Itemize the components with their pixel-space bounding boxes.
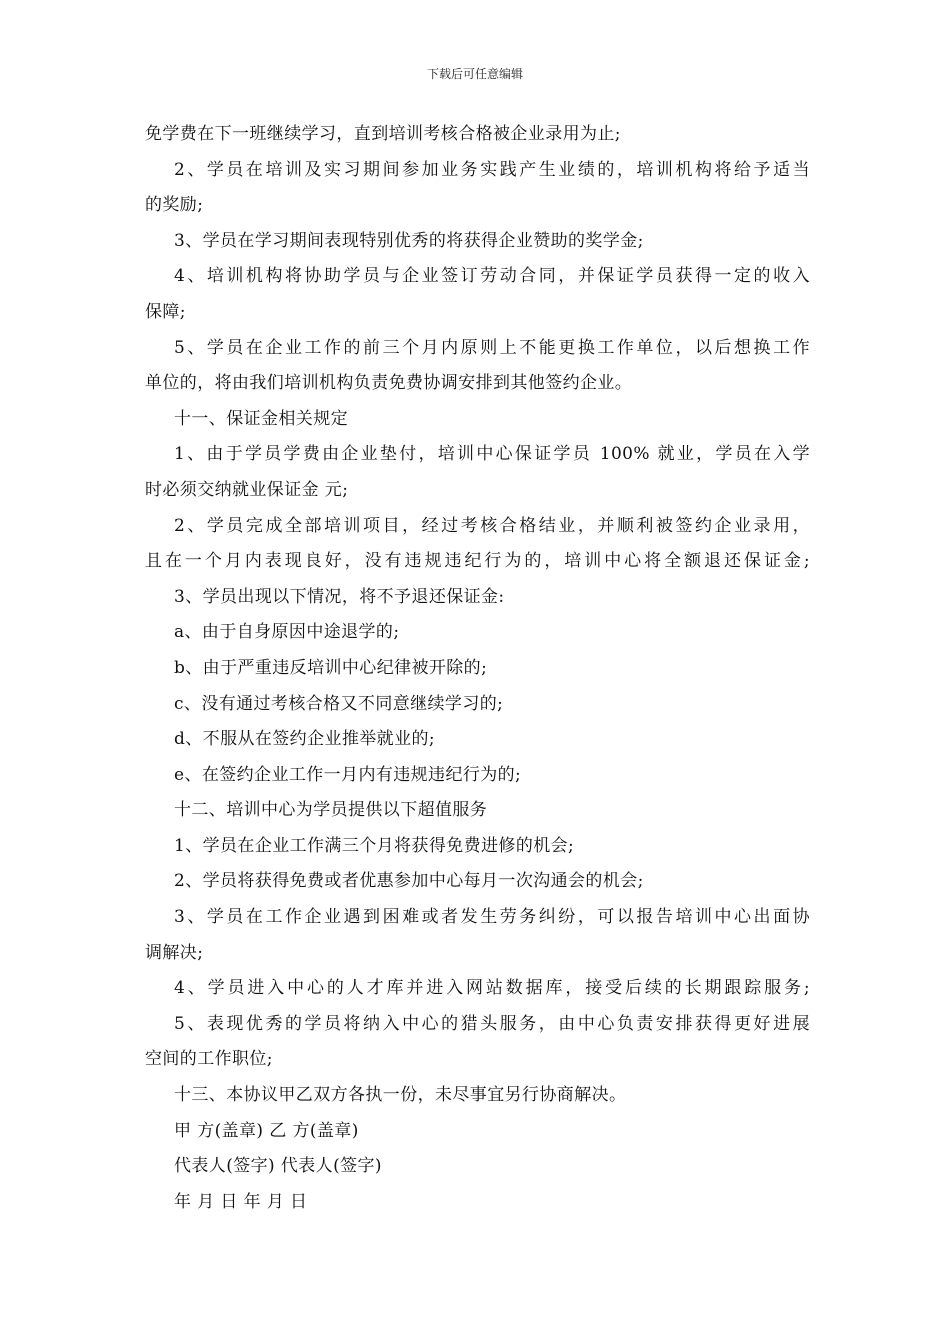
page-header: 下载后可任意编辑 [426,67,523,81]
text-line: 年 月 日 年 月 日 [174,1191,308,1212]
text-line: 3、学员在学习期间表现特别优秀的将获得企业赞助的奖学金; [174,230,644,251]
text-line: 2、学员将获得免费或者优惠参加中心每月一次沟通会的机会; [174,871,644,892]
text-line: a、由于自身原因中途退学的; [174,622,400,643]
text-line: 免学费在下一班继续学习，直到培训考核合格被企业录用为止; [145,124,621,144]
text-line: 甲 方(盖章) 乙 方(盖章) [174,1120,359,1141]
text-line: 2、学员完成全部培训项目，经过考核合格结业，并顺利被签约企业录用， [174,515,810,536]
text-line: 十一、保证金相关规定 [174,408,348,429]
text-line: b、由于严重违反培训中心纪律被开除的; [174,657,488,678]
text-line: 3、学员在工作企业遇到困难或者发生劳务纠纷，可以报告培训中心出面协 [174,907,810,928]
text-line: 4、学员进入中心的人才库并进入网站数据库，接受后续的长期跟踪服务; [174,978,810,999]
text-line: 的奖励; [145,195,204,216]
text-line: c、没有通过考核合格又不同意继续学习的; [174,693,504,714]
text-line: 4、培训机构将协助学员与企业签订劳动合同，并保证学员获得一定的收入 [174,266,810,287]
text-line: 5、学员在企业工作的前三个月内原则上不能更换工作单位，以后想换工作 [174,337,810,358]
text-line: 1、学员在企业工作满三个月将获得免费进修的机会; [174,835,575,856]
document-body [145,117,810,1220]
text-line: 3、学员出现以下情况，将不予退还保证金: [174,586,505,607]
text-line: 5、表现优秀的学员将纳入中心的猎头服务，由中心负责安排获得更好进展 [174,1013,810,1034]
text-line: 空间的工作职位; [145,1049,273,1070]
text-line: e、在签约企业工作一月内有违规违纪行为的; [174,764,522,785]
text-line: 十二、培训中心为学员提供以下超值服务 [174,800,488,821]
text-line: 且在一个月内表现良好，没有违规违纪行为的，培训中心将全额退还保证金; [145,551,810,572]
text-line: 单位的，将由我们培训机构负责免费协调安排到其他签约企业。 [145,373,633,394]
text-line: 调解决; [145,942,204,963]
text-line: 2、学员在培训及实习期间参加业务实践产生业绩的，培训机构将给予适当 [174,159,810,180]
text-line: 时必须交纳就业保证金 元; [145,479,349,500]
text-line: 十三、本协议甲乙双方各执一份，未尽事宜另行协商解决。 [174,1085,627,1106]
text-line: 代表人(签字) 代表人(签字) [174,1156,382,1177]
text-line: 保障; [145,301,186,322]
text-line: d、不服从在签约企业推举就业的; [174,729,436,750]
text-line: 1、由于学员学费由企业垫付，培训中心保证学员 100% 就业，学员在入学 [174,444,810,465]
